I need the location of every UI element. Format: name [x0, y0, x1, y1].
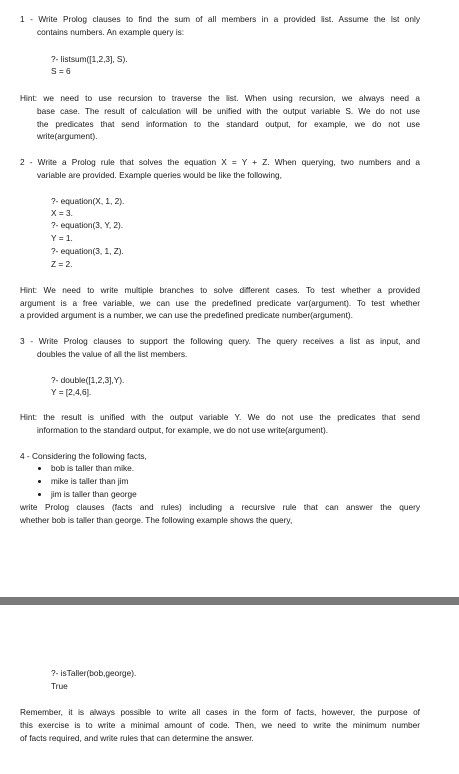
q1-line-1: 1 - Write Prolog clauses to find the sum of all members in a provided list. Assume the lst only	[20, 14, 420, 24]
remember-line-1: Remember, it is always possible to write all cases in the form of facts, however, the purpose of	[20, 707, 420, 717]
q4-line-2: write Prolog clauses (facts and rules) including a recursive rule that can answer the query	[20, 502, 420, 512]
hint1-line-4: write(argument).	[37, 131, 98, 141]
hint3-line-1: Hint: the result is unified with the output variable Y. We do not use the predicates that send	[20, 412, 420, 422]
page-separator	[0, 597, 459, 605]
q4-code-result: True	[51, 681, 68, 691]
q2-line-1: 2 - Write a Prolog rule that solves the equation X = Y + Z. When querying, two numbers and a	[20, 157, 420, 167]
q2-code-6: Z = 2.	[51, 259, 73, 269]
q2-code-5: ?- equation(3, 1, Z).	[51, 246, 124, 256]
bullet-icon	[38, 467, 41, 470]
q1-code-query: ?- listsum([1,2,3], S).	[51, 54, 128, 64]
q4-line-1: 4 - Considering the following facts,	[20, 451, 147, 461]
q4-line-3: whether bob is taller than george. The following example shows the query,	[20, 515, 293, 525]
hint3-line-2: information to the standard output, for example, we do not use write(argument).	[37, 425, 329, 435]
q2-code-3: ?- equation(3, Y, 2).	[51, 220, 124, 230]
q2-code-4: Y = 1.	[51, 233, 73, 243]
q2-code-2: X = 3.	[51, 208, 73, 218]
bullet-icon	[38, 480, 41, 483]
q4-fact-3: jim is taller than george	[51, 489, 137, 499]
document-page-2	[0, 605, 459, 774]
hint1-line-2: base case. The result of calculation will be unified with the output variable S. We do not use	[37, 106, 420, 116]
q3-code-query: ?- double([1,2,3],Y).	[51, 375, 125, 385]
q2-line-2: variable are provided. Example queries would be like the following,	[37, 170, 282, 180]
q3-line-1: 3 - Write Prolog clauses to support the following query. The query receives a list as input, and	[20, 336, 420, 346]
q4-code-query: ?- isTaller(bob,george).	[51, 668, 137, 678]
q4-fact-2: mike is taller than jim	[51, 476, 129, 486]
q3-line-2: doubles the value of all the list members.	[37, 349, 188, 359]
q3-code-result: Y = [2,4,6].	[51, 387, 92, 397]
remember-line-2: this exercise is to write a minimal amount of code. Then, we need to write the minimum number	[20, 720, 420, 730]
q1-line-2: contains numbers. An example query is:	[37, 27, 185, 37]
hint1-line-3: the predicates that send information to the standard output, for example, we do not use	[37, 119, 420, 129]
remember-line-3: of facts required, and write rules that can determine the answer.	[20, 733, 254, 743]
q4-fact-1: bob is taller than mike.	[51, 463, 135, 473]
bullet-icon	[38, 493, 41, 496]
hint2-line-2: argument is a free variable, we can use the predefined predicate var(argument). To test whether	[20, 298, 420, 308]
hint2-line-1: Hint: We need to write multiple branches to solve different cases. To test whether a provided	[20, 285, 420, 295]
hint2-line-3: a provided argument is a number, we can use the predefined predicate number(argument).	[20, 310, 353, 320]
q2-code-1: ?- equation(X, 1, 2).	[51, 196, 125, 206]
hint1-line-1: Hint: we need to use recursion to traverse the list. When using recursion, we always need a	[20, 93, 420, 103]
q1-code-result: S = 6	[51, 66, 71, 76]
